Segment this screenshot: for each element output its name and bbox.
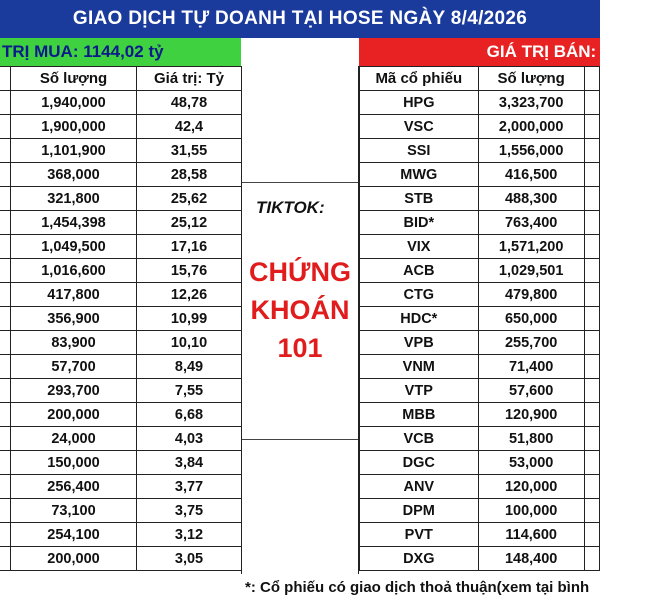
buy-qty-header: Số lượng [11,67,137,91]
sell-row [360,547,600,571]
sell-value-cell [584,547,599,571]
sell-qty-cell: 53,000 [478,451,584,475]
buy-value-cell: 7,55 [137,379,242,403]
sell-code-cell: VNM [360,355,479,379]
buy-qty-cell: 293,700 [11,379,137,403]
buy-row [0,403,242,427]
sell-code-cell: VCB [360,427,479,451]
brand-line: CHỨNG [249,257,351,287]
buy-code-cell [0,283,11,307]
sell-qty-cell: 479,800 [478,283,584,307]
buy-value-cell: 10,10 [137,331,242,355]
sell-total-title-text: GIÁ TRỊ BÁN: 1180,4 [486,42,652,61]
tiktok-label: TIKTOK: [256,198,325,217]
buy-qty-cell: 368,000 [11,163,137,187]
buy-value-cell: 48,78 [137,91,242,115]
sell-value-cell [584,187,599,211]
buy-value-cell: 25,12 [137,211,242,235]
buy-code-cell [0,475,11,499]
sell-qty-cell: 763,400 [478,211,584,235]
buy-qty-cell: 1,049,500 [11,235,137,259]
buy-row [0,139,242,163]
sell-row [360,163,600,187]
sell-qty-cell: 120,900 [478,403,584,427]
buy-row [0,379,242,403]
buy-value-cell: 12,26 [137,283,242,307]
buy-value-cell: 4,03 [137,427,242,451]
sell-qty-cell: 57,600 [478,379,584,403]
sell-row [360,451,600,475]
buy-qty-cell: 1,454,398 [11,211,137,235]
sell-value-cell [584,523,599,547]
promo-column [241,66,359,574]
sell-qty-cell: 1,029,501 [478,259,584,283]
buy-code-cell [0,451,11,475]
buy-row [0,211,242,235]
sell-row [360,475,600,499]
buy-code-cell [0,499,11,523]
buy-row [0,115,242,139]
buy-row [0,475,242,499]
buy-value-cell: 3,75 [137,499,242,523]
sell-row [360,355,600,379]
buy-code-cell [0,139,11,163]
buy-value-cell: 3,84 [137,451,242,475]
buy-qty-cell: 150,000 [11,451,137,475]
buy-qty-cell: 254,100 [11,523,137,547]
buy-qty-cell: 200,000 [11,547,137,571]
buy-code-cell [0,427,11,451]
buy-row [0,523,242,547]
sell-value-cell [584,427,599,451]
buy-value-cell: 3,05 [137,547,242,571]
sell-qty-cell: 2,000,000 [478,115,584,139]
sell-code-cell: MWG [360,163,479,187]
buy-code-cell [0,235,11,259]
buy-value-header: Giá trị: Tỷ [137,67,242,91]
sell-row [360,499,600,523]
sell-value-cell [584,91,599,115]
buy-value-cell: 31,55 [137,139,242,163]
buy-total-title: TRỊ MUA: 1144,02 tỷ [0,38,241,66]
buy-qty-cell: 417,800 [11,283,137,307]
sell-code-cell: VTP [360,379,479,403]
sell-qty-cell: 51,800 [478,427,584,451]
buy-code-cell [0,307,11,331]
sell-row [360,379,600,403]
sell-value-cell [584,403,599,427]
sell-value-cell [584,355,599,379]
footnote: *: Cổ phiếu có giao dịch thoả thuận(xem tại bình [245,578,590,596]
buy-code-cell [0,163,11,187]
sell-qty-cell: 71,400 [478,355,584,379]
sell-value-header-cell [584,67,599,91]
sell-code-cell: HPG [360,91,479,115]
sell-qty-cell: 120,000 [478,475,584,499]
buy-row [0,283,242,307]
buy-value-cell: 3,77 [137,475,242,499]
buy-row [0,355,242,379]
sell-row [360,211,600,235]
sell-row [360,523,600,547]
buy-row [0,187,242,211]
sell-code-cell: ACB [360,259,479,283]
sell-value-cell [584,163,599,187]
sell-code-header: Mã cổ phiếu [360,67,479,91]
brand-line: KHOÁN [250,295,350,325]
sell-value-cell [584,307,599,331]
buy-qty-cell: 83,900 [11,331,137,355]
buy-qty-cell: 73,100 [11,499,137,523]
buy-value-cell: 15,76 [137,259,242,283]
buy-value-cell: 3,12 [137,523,242,547]
sell-code-cell: CTG [360,283,479,307]
sell-code-cell: STB [360,187,479,211]
sell-value-cell [584,235,599,259]
sell-qty-cell: 255,700 [478,331,584,355]
buy-code-cell [0,331,11,355]
buy-row [0,427,242,451]
sell-row [360,331,600,355]
page-title: GIAO DỊCH TỰ DOANH TẠI HOSE NGÀY 8/4/2026 [0,0,600,38]
sell-code-cell: DGC [360,451,479,475]
sell-code-cell: MBB [360,403,479,427]
buy-row [0,499,242,523]
sell-value-cell [584,331,599,355]
sell-value-cell [584,475,599,499]
buy-value-cell: 42,4 [137,115,242,139]
buy-qty-cell: 1,900,000 [11,115,137,139]
sell-qty-header: Số lượng [478,67,584,91]
sell-qty-cell: 3,323,700 [478,91,584,115]
buy-qty-cell: 356,900 [11,307,137,331]
buy-code-cell [0,115,11,139]
buy-row [0,91,242,115]
sell-qty-cell: 416,500 [478,163,584,187]
sell-code-cell: SSI [360,139,479,163]
sell-value-cell [584,115,599,139]
sell-qty-cell: 100,000 [478,499,584,523]
sell-row [360,187,600,211]
buy-row [0,547,242,571]
buy-table [0,66,242,571]
sell-row [360,307,600,331]
buy-code-cell [0,91,11,115]
buy-row [0,331,242,355]
sell-row [360,427,600,451]
buy-code-cell [0,547,11,571]
buy-qty-cell: 1,101,900 [11,139,137,163]
sell-code-cell: VPB [360,331,479,355]
sell-code-cell: VIX [360,235,479,259]
buy-code-cell [0,379,11,403]
buy-qty-cell: 1,016,600 [11,259,137,283]
sell-row [360,403,600,427]
sell-code-cell: DPM [360,499,479,523]
buy-qty-cell: 1,940,000 [11,91,137,115]
buy-value-cell: 28,58 [137,163,242,187]
sell-value-cell [584,259,599,283]
sell-code-cell: ANV [360,475,479,499]
buy-qty-cell: 57,700 [11,355,137,379]
sell-table [359,66,600,571]
buy-value-cell: 6,68 [137,403,242,427]
sell-qty-cell: 650,000 [478,307,584,331]
brand-name [242,253,358,367]
buy-code-cell [0,211,11,235]
sell-qty-cell: 1,556,000 [478,139,584,163]
sell-code-cell: DXG [360,547,479,571]
buy-value-cell: 8,49 [137,355,242,379]
sell-row [360,235,600,259]
brand-line: 101 [277,333,323,363]
sell-qty-cell: 114,600 [478,523,584,547]
buy-code-header-cell [0,67,11,91]
promo-box [242,182,358,440]
buy-row [0,163,242,187]
sell-qty-cell: 148,400 [478,547,584,571]
sell-row [360,139,600,163]
buy-value-cell: 25,62 [137,187,242,211]
sell-code-cell: VSC [360,115,479,139]
buy-qty-cell: 200,000 [11,403,137,427]
sell-row [360,283,600,307]
buy-value-cell: 10,99 [137,307,242,331]
buy-row [0,307,242,331]
buy-qty-cell: 256,400 [11,475,137,499]
sell-qty-cell: 1,571,200 [478,235,584,259]
sell-value-cell [584,379,599,403]
sell-total-title [359,38,652,66]
sell-code-cell: BID* [360,211,479,235]
buy-code-cell [0,187,11,211]
sell-code-cell: HDC* [360,307,479,331]
sell-value-cell [584,451,599,475]
sell-qty-cell: 488,300 [478,187,584,211]
sell-header-row [360,67,600,91]
sell-row [360,91,600,115]
buy-row [0,235,242,259]
buy-code-cell [0,523,11,547]
sell-value-cell [584,211,599,235]
buy-qty-cell: 321,800 [11,187,137,211]
buy-code-cell [0,355,11,379]
buy-qty-cell: 24,000 [11,427,137,451]
sell-row [360,259,600,283]
buy-code-cell [0,259,11,283]
buy-code-cell [0,403,11,427]
sell-value-cell [584,283,599,307]
buy-row [0,451,242,475]
sell-value-cell [584,139,599,163]
sell-code-cell: PVT [360,523,479,547]
buy-header-row [0,67,242,91]
buy-value-cell: 17,16 [137,235,242,259]
sell-row [360,115,600,139]
buy-row [0,259,242,283]
sell-value-cell [584,499,599,523]
